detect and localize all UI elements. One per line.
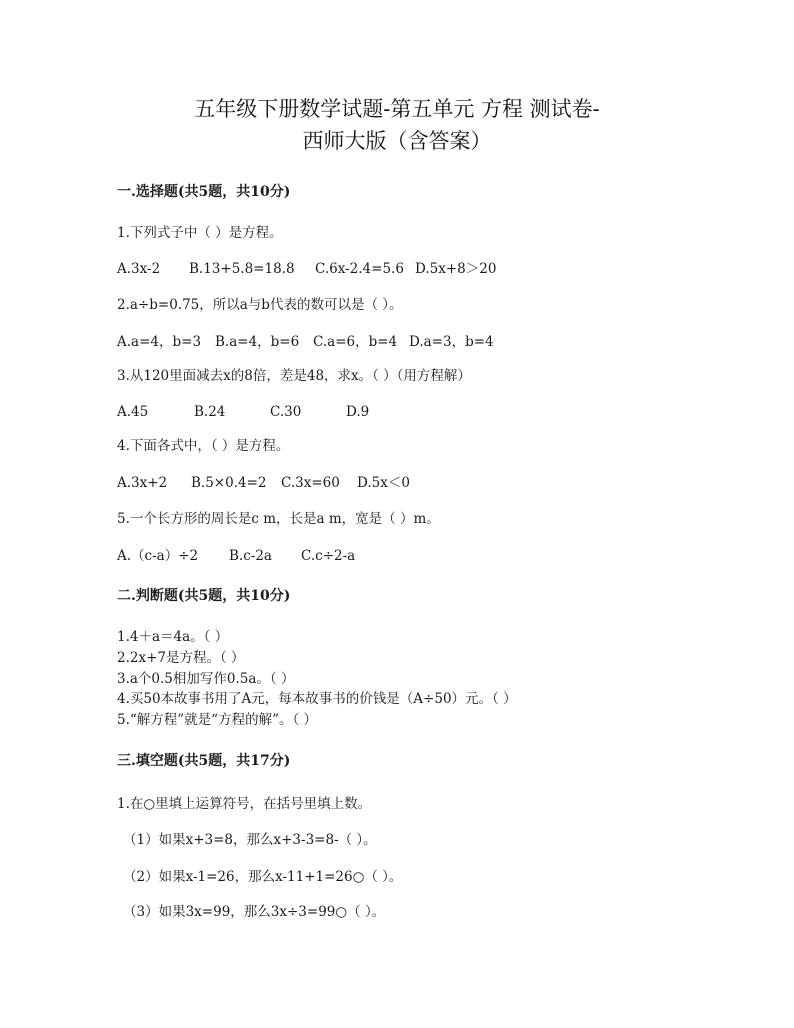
option: A.45 [117,404,149,420]
page-title-line-1: 五年级下册数学试题-第五单元 方程 测试卷- [194,97,600,121]
question-stem: 3.从120里面减去x的8倍，差是48，求x。（ ）（用方程解） [117,368,471,384]
option: A.3x-2 [117,261,161,277]
question-options [117,547,355,565]
question-options [117,403,369,421]
option: B.13+5.8=18.8 [189,261,295,277]
judgement-item: 4.买50本故事书用了A元，每本故事书的价钱是（A÷50）元。（ ） [117,691,517,707]
question-options [117,260,496,278]
option: A.（c-a）÷2 [117,548,199,564]
question-options [117,333,494,351]
option: A.3x+2 [117,475,168,491]
page-title-line-2: 西师大版（含答案） [302,129,492,153]
question-options [117,474,410,492]
option: C.c÷2-a [301,548,356,564]
question-stem: 2.a÷b=0.75，所以a与b代表的数可以是（ ）。 [117,297,403,313]
option: B.24 [194,404,226,420]
option: C.3x=60 [281,475,340,491]
option: A.a=4，b=3 [117,334,202,350]
fill-in-part: （3）如果3x=99，那么3x÷3=99○（ ）。 [123,904,386,920]
option: D.5x+8＞20 [415,261,497,277]
question-stem: 4.下面各式中，（ ）是方程。 [117,438,290,454]
option: D.a=3，b=4 [409,334,494,350]
judgement-item: 5.“解方程”就是“方程的解”。（ ） [117,712,318,728]
option: B.c-2a [229,548,272,564]
option: B.a=4，b=6 [215,334,300,350]
option: D.5x＜0 [357,475,410,491]
option: C.6x-2.4=5.6 [315,261,404,277]
section-heading-fill-in: 三.填空题(共5题，共17分) [117,753,291,769]
judgement-item: 1.4＋a＝4a。（ ） [117,629,229,645]
option: C.30 [270,404,302,420]
section-heading-judgement: 二.判断题(共5题，共10分) [117,588,291,604]
question-stem: 1.下列式子中（ ）是方程。 [117,225,283,241]
question-stem: 5.一个长方形的周长是c m，长是a m，宽是（ ）m。 [117,511,440,527]
judgement-item: 2.2x+7是方程。（ ） [117,650,245,666]
option: C.a=6，b=4 [313,334,398,350]
section-heading-choice: 一.选择题(共5题，共10分) [117,184,291,200]
question-stem: 1.在○里填上运算符号，在括号里填上数。 [117,796,372,812]
fill-in-part: （2）如果x-1=26，那么x-11+1=26○（ ）。 [123,869,403,885]
fill-in-part: （1）如果x+3=8，那么x+3-3=8-（ ）。 [123,832,377,848]
judgement-item: 3.a个0.5相加写作0.5a。（ ） [117,671,295,687]
option: D.9 [346,404,370,420]
option: B.5×0.4=2 [191,475,267,491]
